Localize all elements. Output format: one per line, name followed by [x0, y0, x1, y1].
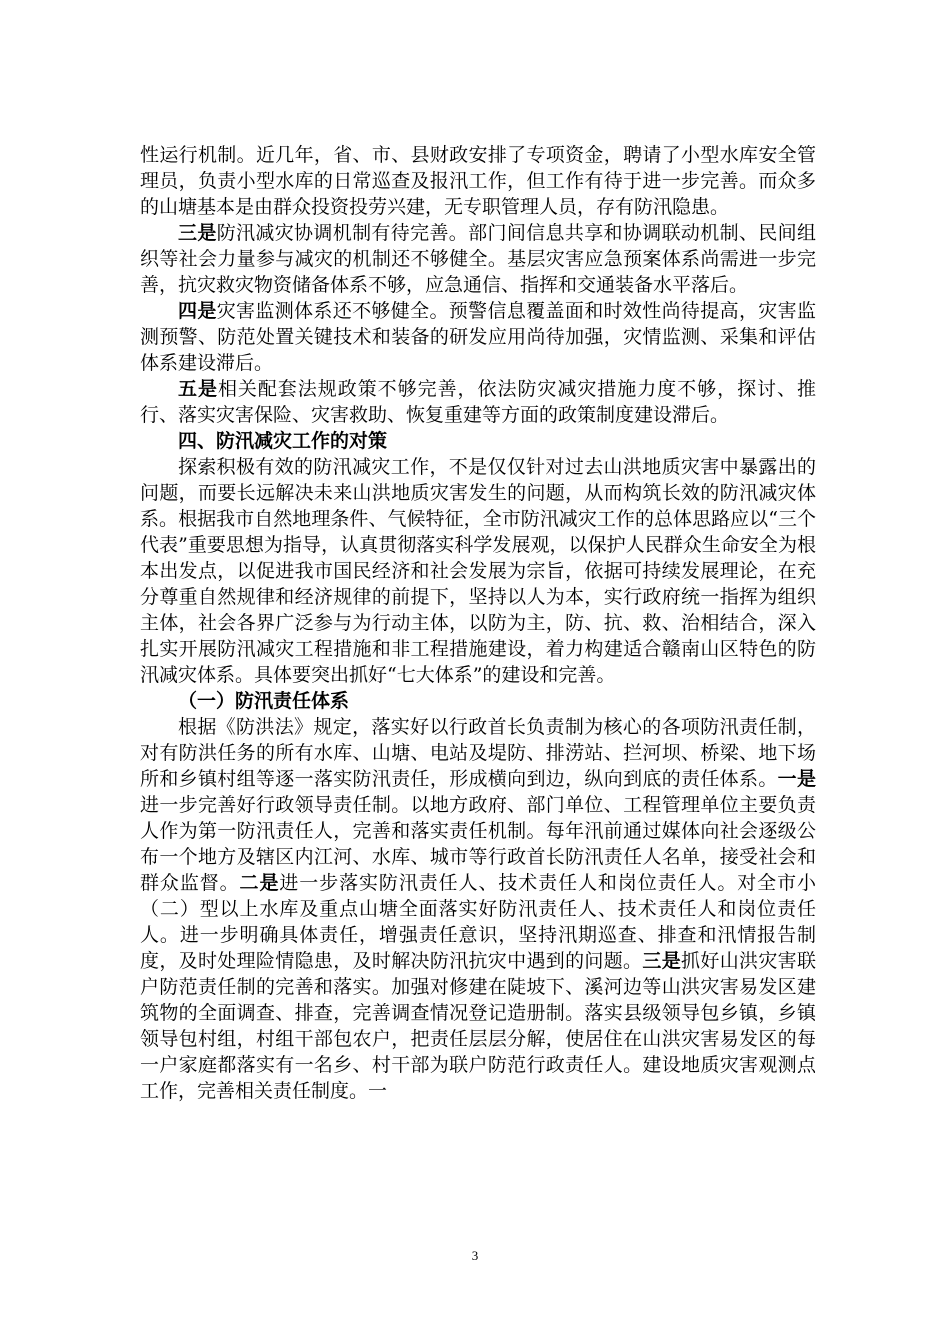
paragraph-text: 根据《防洪法》规定，落实好以行政首长负责制为核心的各项防汛责任制，对有防洪任务的所有水库、山塘、电站及堤防、排涝站、拦河坝、桥梁、地下场所和乡镇村组等逐一落实防汛责任，形成横向到边，纵向到底的责任体系。	[140, 716, 816, 790]
paragraph-point-three	[140, 220, 816, 298]
document-body	[140, 142, 816, 1104]
paragraph-responsibility	[140, 714, 816, 1104]
lead-marker: 一是	[777, 768, 816, 790]
paragraph-text: 进一步完善好行政领导责任制。以地方政府、部门单位、工程管理单位主要负责人作为第一防汛责任人，完善和落实责任机制。每年汛前通过媒体向社会逐级公布一个地方及辖区内江河、水库、城市等行政首长防汛责任人名单，接受社会和群众监督。	[140, 794, 816, 894]
lead-marker: 三是	[178, 222, 217, 244]
paragraph-continuation: 性运行机制。近几年，省、市、县财政安排了专项资金，聘请了小型水库安全管理员，负责小型水库的日常巡查及报汛工作，但工作有待于进一步完善。而众多的山塘基本是由群众投资投劳兴建，无专职管理人员，存有防汛隐患。	[140, 144, 816, 218]
paragraph-text: 进一步落实防汛责任人、技术责任人和岗位责任人。对全市小（二）型以上水库及重点山塘全面落实好防汛责任人、技术责任人和岗位责任人。进一步明确具体责任，增强责任意识，坚持汛期巡查、排查和汛情报告制度，及时处理险情隐患，及时解决防汛抗灾中遇到的问题。	[140, 872, 816, 972]
lead-marker: 五是	[178, 378, 218, 400]
section-heading: 四、防汛减灾工作的对策	[178, 430, 388, 452]
lead-marker: 三是	[642, 950, 682, 972]
lead-marker: 四是	[178, 300, 217, 322]
paragraph-text: 防汛减灾协调机制有待完善。部门间信息共享和协调联动机制、民间组织等社会力量参与减灾的机制还不够健全。基层灾害应急预案体系尚需进一步完善，抗灾救灾物资储备体系不够，应急通信、指挥和交通装备水平落后。	[140, 222, 816, 296]
paragraph-text: 抓好山洪灾害联户防范责任制的完善和落实。加强对修建在陡坡下、溪河边等山洪灾害易发区建筑物的全面调查、排查，完善调查情况登记造册制。落实县级领导包乡镇，乡镇领导包村组，村组干部包农户，把责任层层分解，使居住在山洪灾害易发区的每一户家庭都落实有一名乡、村干部为联户防范行政责任人。建设地质灾害观测点工作，完善相关责任制度。一	[140, 950, 816, 1102]
page-number: 3	[471, 1248, 479, 1263]
paragraph-text: 灾害监测体系还不够健全。预警信息覆盖面和时效性尚待提高，灾害监测预警、防范处置关键技术和装备的研发应用尚待加强，灾情监测、采集和评估体系建设滞后。	[140, 300, 816, 374]
paragraph-point-five	[140, 376, 816, 428]
paragraph-strategy: 探索积极有效的防汛减灾工作，不是仅仅针对过去山洪地质灾害中暴露出的问题，而要长远解决未来山洪地质灾害发生的问题，从而构筑长效的防汛减灾体系。根据我市自然地理条件、气候特征，全市防汛减灾工作的总体思路应以“三个代表”重要思想为指导，认真贯彻落实科学发展观，以保护人民群众生命安全为根本出发点，以促进我市国民经济和社会发展为宗旨，依据可持续发展理论，在充分尊重自然规律和经济规律的前提下，坚持以人为本，实行政府统一指挥为组织主体，社会各界广泛参与为行动主体，以防为主，防、抗、救、治相结合，深入扎实开展防汛减灾工程措施和非工程措施建设，着力构建适合赣南山区特色的防汛减灾体系。具体要突出抓好“七大体系”的建设和完善。	[140, 456, 816, 686]
lead-marker: 二是	[239, 872, 280, 894]
paragraph-point-four	[140, 298, 816, 376]
paragraph-text: 相关配套法规政策不够完善，依法防灾减灾措施力度不够，探讨、推行、落实灾害保险、灾害救助、恢复重建等方面的政策制度建设滞后。	[140, 378, 816, 426]
subsection-heading: （一）防汛责任体系	[178, 690, 350, 712]
